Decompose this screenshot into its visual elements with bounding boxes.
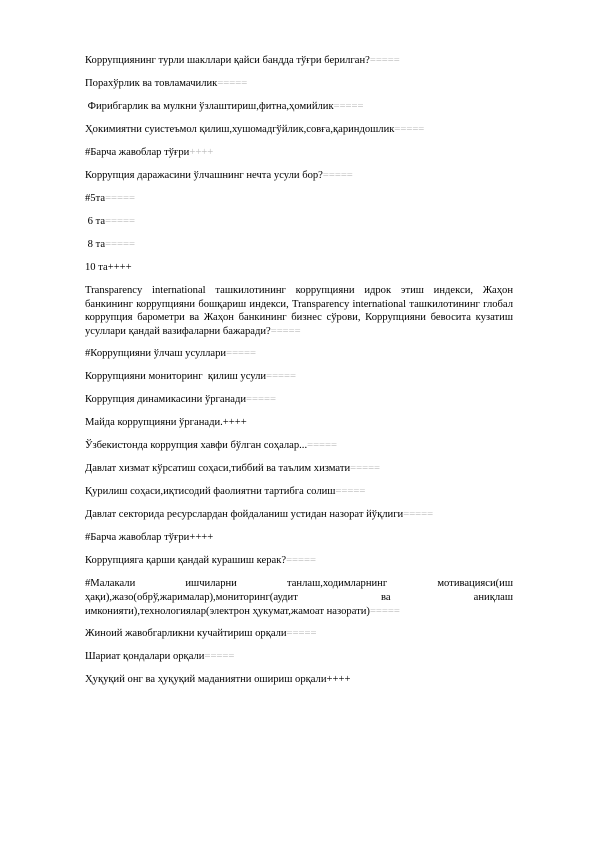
answer-option [85,261,513,274]
answer-text: #Барча жавоблар тўғри [85,147,190,158]
question-4 [85,439,513,452]
wrong-marker: ===== [204,651,235,663]
wrong-marker: ===== [226,348,256,360]
answer-text: Ҳуқуқий онг ва ҳуқуқий маданиятни ошириш орқали [85,674,327,686]
question-text: Transparency international ташкилотининг коррупцияни идрок этиш индекси, Жаҳон банкининг коррупцияни бошқариш индекси, Transparency international ташкилотининг глобал коррупция барометри ва Жаҳон банкининг бизнес сўрови, Коррупцияни бевосита кузатиш усуллари қандай вазифаларни бажаради? [85,285,513,337]
question-text: Коррупция даражасини ўлчашнинг нечта усули бор? [85,170,323,181]
answer-option [85,508,513,521]
answer-text: #Малакали ишчиларни танлаш,ходимларнинг мотивацияси(иш ҳақи),жазо(обрў,жарималар),мониторинг(аудит ва аниқлаш имконияти),технологиялар(электрон ҳукумат,жамоат назорати) [85,578,513,617]
answer-text: Порахўрлик ва товламачилик [85,78,218,89]
wrong-marker: ===== [403,509,434,521]
correct-marker: ++++ [189,532,214,544]
answer-text: 8 та [85,239,106,250]
answer-option [85,347,513,360]
answer-option [85,77,513,90]
wrong-marker: ===== [286,555,316,567]
answer-text: #Барча жавоблар тўғри [85,532,190,544]
answer-text: Давлат хизмат кўрсатиш соҳаси,тиббий ва таълим хизмати [85,463,351,475]
wrong-marker: ===== [217,78,248,89]
correct-marker: ++++ [189,147,214,158]
answer-option [85,531,513,544]
answer-option [85,146,513,159]
answer-text: Коррупцияни мониторинг қилиш усули [85,371,267,383]
answer-text: #5та [85,193,106,204]
question-1 [85,54,513,67]
answer-option [85,370,513,383]
answer-text: Шариат қондалари орқали [85,651,205,663]
wrong-marker: ===== [105,193,135,204]
wrong-marker: ===== [105,216,135,227]
answer-text: Майда коррупцияни ўрганади. [85,417,223,429]
answer-option [85,462,513,475]
question-5 [85,554,513,567]
correct-marker: ++++ [107,262,132,273]
answer-option [85,123,513,136]
answer-option [85,192,513,205]
wrong-marker: ===== [266,371,296,383]
answer-option [85,673,513,686]
answer-option [85,650,513,663]
answer-text: #Коррупцияни ўлчаш усуллари [85,348,227,360]
answer-option [85,238,513,251]
question-text: Ўзбекистонда коррупция хавфи бўлган соҳалар... [85,440,308,452]
question-text: Коррупцияга қарши қандай курашиш керак? [85,555,287,567]
wrong-marker: ===== [369,55,400,66]
answer-option [85,393,513,406]
wrong-marker: ===== [286,628,317,640]
answer-text: Фирибгарлик ва мулкни ўзлаштириш,фитна,ҳомийлик [85,101,334,112]
wrong-marker: ===== [333,101,364,112]
correct-marker: ++++ [326,674,351,686]
document-page [85,54,513,696]
answer-option [85,577,513,618]
answer-option [85,215,513,228]
answer-text: Жиноий жавобгарликни кучайтириш орқали [85,628,287,640]
answer-text: 10 та [85,262,108,273]
answer-option [85,416,513,429]
answer-text: Коррупция динамикасини ўрганади [85,394,247,406]
wrong-marker: ===== [270,325,301,337]
answer-option [85,627,513,640]
wrong-marker: ===== [105,239,135,250]
wrong-marker: ===== [307,440,337,452]
question-3 [85,284,513,338]
answer-option [85,485,513,498]
answer-text: 6 та [85,216,106,227]
wrong-marker: ===== [350,463,381,475]
wrong-marker: ===== [322,170,353,181]
wrong-marker: ===== [246,394,276,406]
correct-marker: ++++ [222,417,247,429]
wrong-marker: ===== [394,124,425,135]
answer-option [85,100,513,113]
answer-text: Ҳокимиятни суистеъмол қилиш,хушомадгўйлик,совға,қариндошлик [85,124,395,135]
question-text: Коррупциянинг турли шакллари қайси бандда тўғри берилган? [85,55,370,66]
answer-text: Қурилиш соҳаси,иқтисодий фаолиятни тартибга солиш [85,486,336,498]
answer-text: Давлат секторида ресурслардан фойдаланиш устидан назорат йўқлиги [85,509,404,521]
wrong-marker: ===== [369,605,400,617]
question-2 [85,169,513,182]
wrong-marker: ===== [335,486,366,498]
